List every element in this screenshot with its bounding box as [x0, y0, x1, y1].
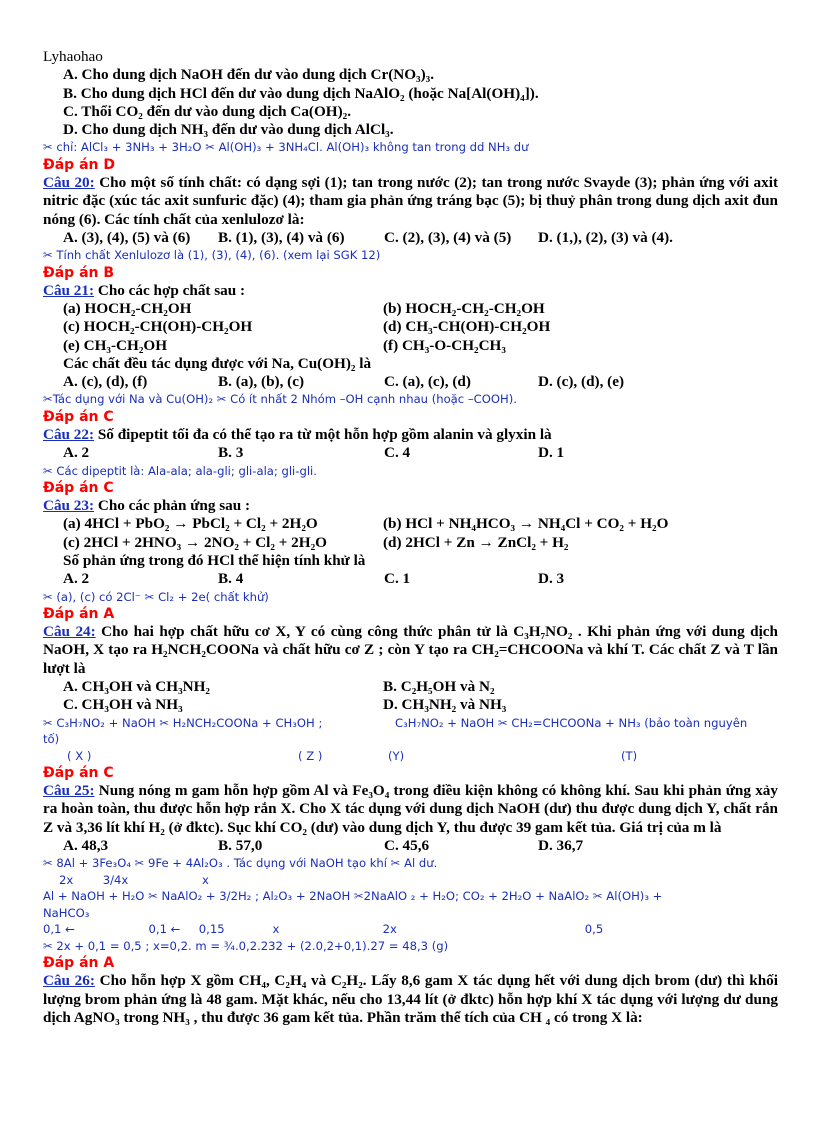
- solution-note: ✂ Tính chất Xenlulozơ là (1), (3), (4), (6). (xem lại SGK 12): [43, 248, 381, 263]
- option-a: A. 2: [63, 570, 90, 588]
- question-22: [43, 426, 778, 444]
- question-text: Cho một số tính chất: có dạng sợi (1); tan trong nước (2); tan trong nước Svayde (3); phản ứng với axit nitric đặc (xúc tác axit sunfuric đặc) (4); tham gia phản ứng tráng bạc (5); bị thuỷ phân trong dung dịch axit đun nóng (6). Các tính chất của xenlulozơ là:: [43, 173, 779, 228]
- question-text: Cho hỗn hợp X gồm CH₄, C₂H₄ và C₂H₂. Lấy 8,6 gam X tác dụng hết với dung dịch brom (dư) thì khối lượng brom phản ứng là 48 gam. Mặt khác, nếu cho 13,44 lít (ở đktc) hỗn hợp khí X tác dụng với lượng dư dung dịch AgNO₃ trong NH₃ , thu được 36 gam kết tủa. Phần trăm thể tích của CH ₄ có trong X là:: [43, 972, 778, 1026]
- compound-row: [43, 300, 778, 318]
- question-prompt: Các chất đều tác dụng được với Na, Cu(OH)₂ là: [63, 354, 372, 372]
- option-d: D. Cho dung dịch NH₃ đến dư vào dung dịch AlCl₃.: [63, 121, 394, 139]
- options-row: [43, 570, 778, 588]
- reaction-d: (d) 2HCl + Zn → ZnCl₂ + H₂: [383, 533, 569, 551]
- option-b: B. 4: [218, 570, 244, 588]
- reaction-row: [43, 534, 778, 552]
- option-b: B. Cho dung dịch HCl đến dư vào dung dịch NaAlO₂ (hoặc Na[Al(OH)₄]).: [63, 84, 539, 102]
- solution-note-row: [43, 715, 778, 732]
- answer-label: Đáp án A: [43, 606, 115, 623]
- options-row: [43, 444, 778, 462]
- option-a: A. (c), (d), (f): [63, 373, 148, 391]
- answer-label: Đáp án A: [43, 955, 115, 972]
- question-text: Cho các phản ứng sau :: [97, 497, 251, 515]
- compound-row: [43, 318, 778, 336]
- option-d: D. 36,7: [538, 836, 584, 854]
- solution-note-right: C₃H₇NO₂ + NaOH ✂ CH₂=CHCOONa + NH₃ (bảo toàn nguyên: [395, 715, 748, 730]
- option-b: B. 3: [218, 444, 244, 462]
- question-25: [43, 782, 778, 837]
- question-prompt: Số phản ứng trong đó HCl thể hiện tính khử là: [63, 551, 366, 569]
- solution-note: ✂ (a), (c) có 2Cl⁻ ✂ Cl₂ + 2e( chất khử): [43, 589, 269, 604]
- solution-note: ✂ 2x + 0,1 = 0,5 ; x=0,2. m = ¾.0,2.232 + (2.0,2+0,1).27 = 48,3 (g): [43, 938, 449, 953]
- option-a: A. Cho dung dịch NaOH đến dư vào dung dịch Cr(NO₃)₃.: [63, 66, 434, 84]
- label-y: (Y): [388, 748, 405, 763]
- solution-note-left: ✂ C₃H₇NO₂ + NaOH ✂ H₂NCH₂COONa + CH₃OH ;: [43, 715, 323, 730]
- reaction-row: [43, 515, 778, 533]
- label-t: (T): [621, 748, 638, 763]
- label-z: ( Z ): [298, 748, 323, 763]
- compound-f: (f) CH₃-O-CH₂CH₃: [383, 336, 506, 354]
- question-23: [43, 497, 778, 515]
- option-c: C. 4: [384, 444, 411, 462]
- option-d: D. 1: [538, 444, 565, 462]
- solution-note: NaHCO₃: [43, 905, 90, 920]
- compound-d: (d) CH₃-CH(OH)-CH₂OH: [383, 318, 551, 336]
- compound-row: [43, 337, 778, 355]
- question-number: Câu 25:: [43, 782, 95, 800]
- answer-label: Đáp án B: [43, 264, 115, 281]
- compound-e: (e) CH₃-CH₂OH: [63, 336, 168, 354]
- label-x: ( X ): [67, 748, 92, 763]
- option-a: A. CH₃OH và CH₃NH₂: [63, 677, 210, 695]
- options-row: [43, 229, 778, 247]
- options-row: [43, 837, 778, 855]
- option-c: C. (2), (3), (4) và (5): [384, 228, 512, 246]
- solution-note: ✂Tác dụng với Na và Cu(OH)₂ ✂ Có ít nhất 2 Nhóm –OH cạnh nhau (hoặc –COOH).: [43, 392, 517, 407]
- option-d: D. CH₃NH₂ và NH₃: [383, 696, 507, 714]
- header-author: Lyhaohao: [43, 48, 103, 65]
- question-text: Cho hai hợp chất hữu cơ X, Y có cùng công thức phân tử là C₃H₇NO₂ . Khi phản ứng với dung dịch NaOH, X tạo ra H₂NCH₂COONa và chất hữu cơ Z ; còn Y tạo ra CH₂=CHCOONa và khí T. Các chất Z và T lần lượt là: [43, 623, 778, 677]
- compound-b: (b) HOCH₂-CH₂-CH₂OH: [383, 299, 545, 317]
- option-b: B. C₂H₅OH và N₂: [383, 677, 495, 695]
- question-number: Câu 23:: [43, 497, 95, 515]
- option-d: D. (c), (d), (e): [538, 373, 625, 391]
- option-d: D. 3: [538, 570, 565, 588]
- answer-label: Đáp án C: [43, 765, 114, 782]
- options-row: [43, 373, 778, 391]
- option-c: C. 45,6: [384, 836, 430, 854]
- reaction-c: (c) 2HCl + 2HNO₃ → 2NO₂ + Cl₂ + 2H₂O: [63, 533, 327, 551]
- question-20: [43, 174, 778, 229]
- answer-label: Đáp án C: [43, 480, 114, 497]
- compound-c: (c) HOCH₂-CH(OH)-CH₂OH: [63, 318, 253, 336]
- option-a: A. 2: [63, 444, 90, 462]
- answer-label: Đáp án D: [43, 156, 115, 173]
- solution-note: ✂ Các dipeptit là: Ala-ala; ala-gli; gli-ala; gli-gli.: [43, 463, 317, 478]
- option-b: B. (1), (3), (4) và (6): [218, 228, 345, 246]
- question-text: Nung nóng m gam hỗn hợp gồm Al và Fe₃O₄ trong điều kiện không có không khí. Sau khi phản ứng xảy ra hoàn toàn, thu được hỗn hợp rắn X. Cho X tác dụng với dung dịch NaOH (dư) thu được dung dịch Y, chất rắn Z và 3,36 lít khí H₂ (ở đktc). Sục khí CO₂ (dư) vào dung dịch Y, thu được 39 gam kết tủa. Giá trị của m là: [43, 782, 778, 836]
- reaction-b: (b) HCl + NH₄HCO₃ → NH₄Cl + CO₂ + H₂O: [383, 515, 669, 533]
- question-24: [43, 623, 778, 678]
- question-number: Câu 22:: [43, 425, 95, 443]
- option-c: C. Thổi CO₂ đến dư vào dung dịch Ca(OH)₂.: [63, 102, 352, 120]
- option-a: A. (3), (4), (5) và (6): [63, 228, 191, 246]
- option-d: D. (1,), (2), (3) và (4).: [538, 228, 673, 246]
- solution-note: Al + NaOH + H₂O ✂ NaAlO₂ + 3/2H₂ ; Al₂O₃ + 2NaOH ✂2NaAlO ₂ + H₂O; CO₂ + 2H₂O + NaAlO₂ ✂ Al(OH)₃ +: [43, 889, 663, 904]
- answer-label: Đáp án C: [43, 408, 114, 425]
- compound-a: (a) HOCH₂-CH₂OH: [63, 299, 192, 317]
- question-number: Câu 26:: [43, 972, 95, 990]
- solution-note: ✂ chỉ: AlCl₃ + 3NH₃ + 3H₂O ✂ Al(OH)₃ + 3NH₄Cl. Al(OH)₃ không tan trong dd NH₃ dư: [43, 140, 529, 155]
- question-text: Số đipeptit tối đa có thể tạo ra từ một hỗn hợp gồm alanin và glyxin là: [97, 425, 552, 443]
- option-c: C. (a), (c), (d): [384, 373, 471, 391]
- option-a: A. 48,3: [63, 836, 109, 854]
- document-page: [43, 48, 778, 1027]
- option-c: C. 1: [384, 570, 411, 588]
- question-text: Cho các hợp chất sau :: [97, 281, 246, 299]
- compound-labels-row: [43, 748, 778, 765]
- solution-note-cont: tố): [43, 732, 60, 747]
- option-c: C. CH₃OH và NH₃: [63, 696, 183, 714]
- question-number: Câu 21:: [43, 281, 95, 299]
- solution-note: 2x 3/4x x: [59, 872, 209, 887]
- solution-note: ✂ 8Al + 3Fe₃O₄ ✂ 9Fe + 4Al₂O₃ . Tác dụng với NaOH tạo khí ✂ Al dư.: [43, 856, 438, 871]
- question-number: Câu 20:: [43, 173, 95, 191]
- options-row: [43, 696, 778, 714]
- reaction-a: (a) 4HCl + PbO₂ → PbCl₂ + Cl₂ + 2H₂O: [63, 515, 318, 533]
- solution-note: 0,1 ← 0,1 ← 0,15 x 2x 0,5: [43, 922, 604, 937]
- question-21: [43, 282, 778, 300]
- option-b: B. 57,0: [218, 836, 263, 854]
- question-26: [43, 972, 778, 1027]
- question-number: Câu 24:: [43, 623, 96, 641]
- option-b: B. (a), (b), (c): [218, 373, 305, 391]
- options-row: [43, 678, 778, 696]
